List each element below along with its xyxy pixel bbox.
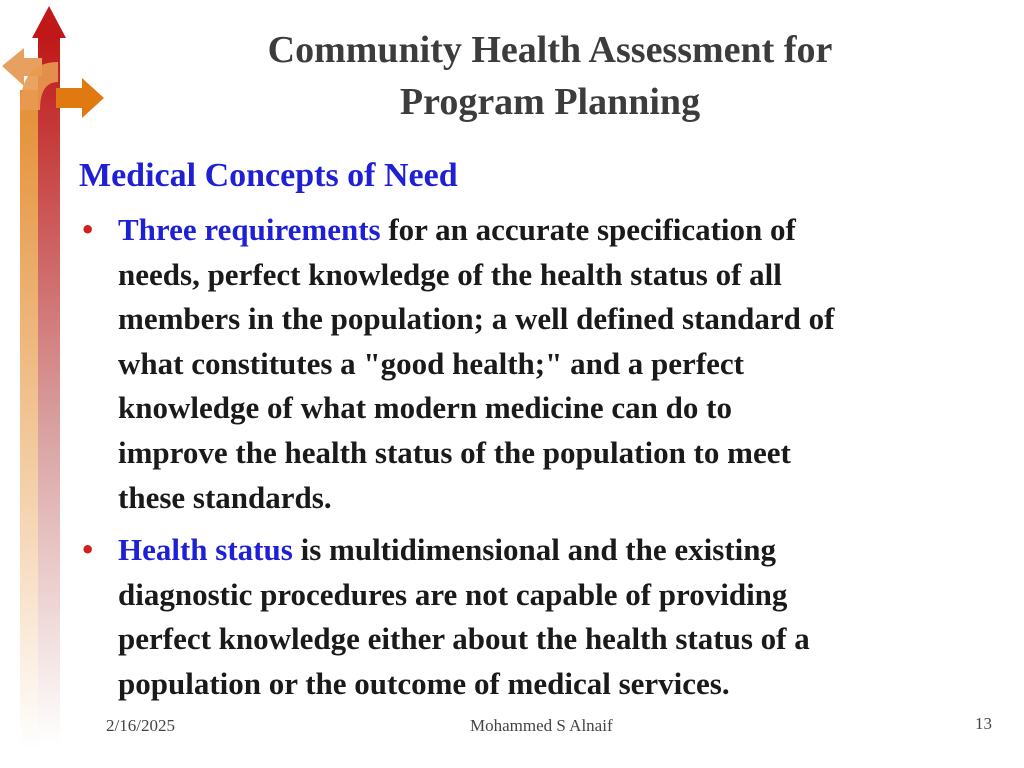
right-arrow <box>56 78 104 118</box>
red-shaft <box>38 36 60 746</box>
bullet-text-line: population or the outcome of medical services. <box>118 665 730 701</box>
title-line-2: Program Planning <box>399 81 701 123</box>
bullet-text-line: these standards. <box>118 479 332 515</box>
red-arrow-head <box>32 6 66 38</box>
title-line-1: Community Health Assessment for <box>267 29 833 71</box>
bullet-item <box>80 528 998 706</box>
bullet-text-line: diagnostic procedures are not capable of providing <box>118 576 788 612</box>
bullet-text-line: perfect knowledge either about the health status of a <box>118 621 810 657</box>
bullet-lead: Three requirements <box>118 212 381 247</box>
bullet-text-line: members in the population; a well defined standard of <box>118 301 835 337</box>
arrow-decoration-icon <box>0 0 110 768</box>
bullet-text-line: for an accurate specification of <box>388 212 796 247</box>
bullet-text-line: improve the health status of the population to meet <box>118 434 791 470</box>
section-heading: Medical Concepts of Need <box>79 157 458 194</box>
bullet-text-line: is multidimensional and the existing <box>300 532 776 568</box>
bullet-item <box>80 208 998 520</box>
bullet-marker: • <box>80 216 96 244</box>
bullet-lead: Health status <box>118 532 293 568</box>
bullet-first-line <box>118 208 998 253</box>
page-number: 13 <box>975 714 992 733</box>
footer-date: 2/16/2025 <box>106 716 175 735</box>
bullet-marker: • <box>80 536 96 565</box>
bullet-text-line: needs, perfect knowledge of the health status of all <box>118 256 782 292</box>
bullet-text-line: what constitutes a "good health;" and a perfect <box>118 345 744 381</box>
bullet-text-line: knowledge of what modern medicine can do to <box>118 390 732 426</box>
slide-title <box>160 24 940 128</box>
bullet-first-line <box>118 528 998 573</box>
bullet-list <box>80 208 998 715</box>
footer-author: Mohammed S Alnaif <box>470 716 613 735</box>
